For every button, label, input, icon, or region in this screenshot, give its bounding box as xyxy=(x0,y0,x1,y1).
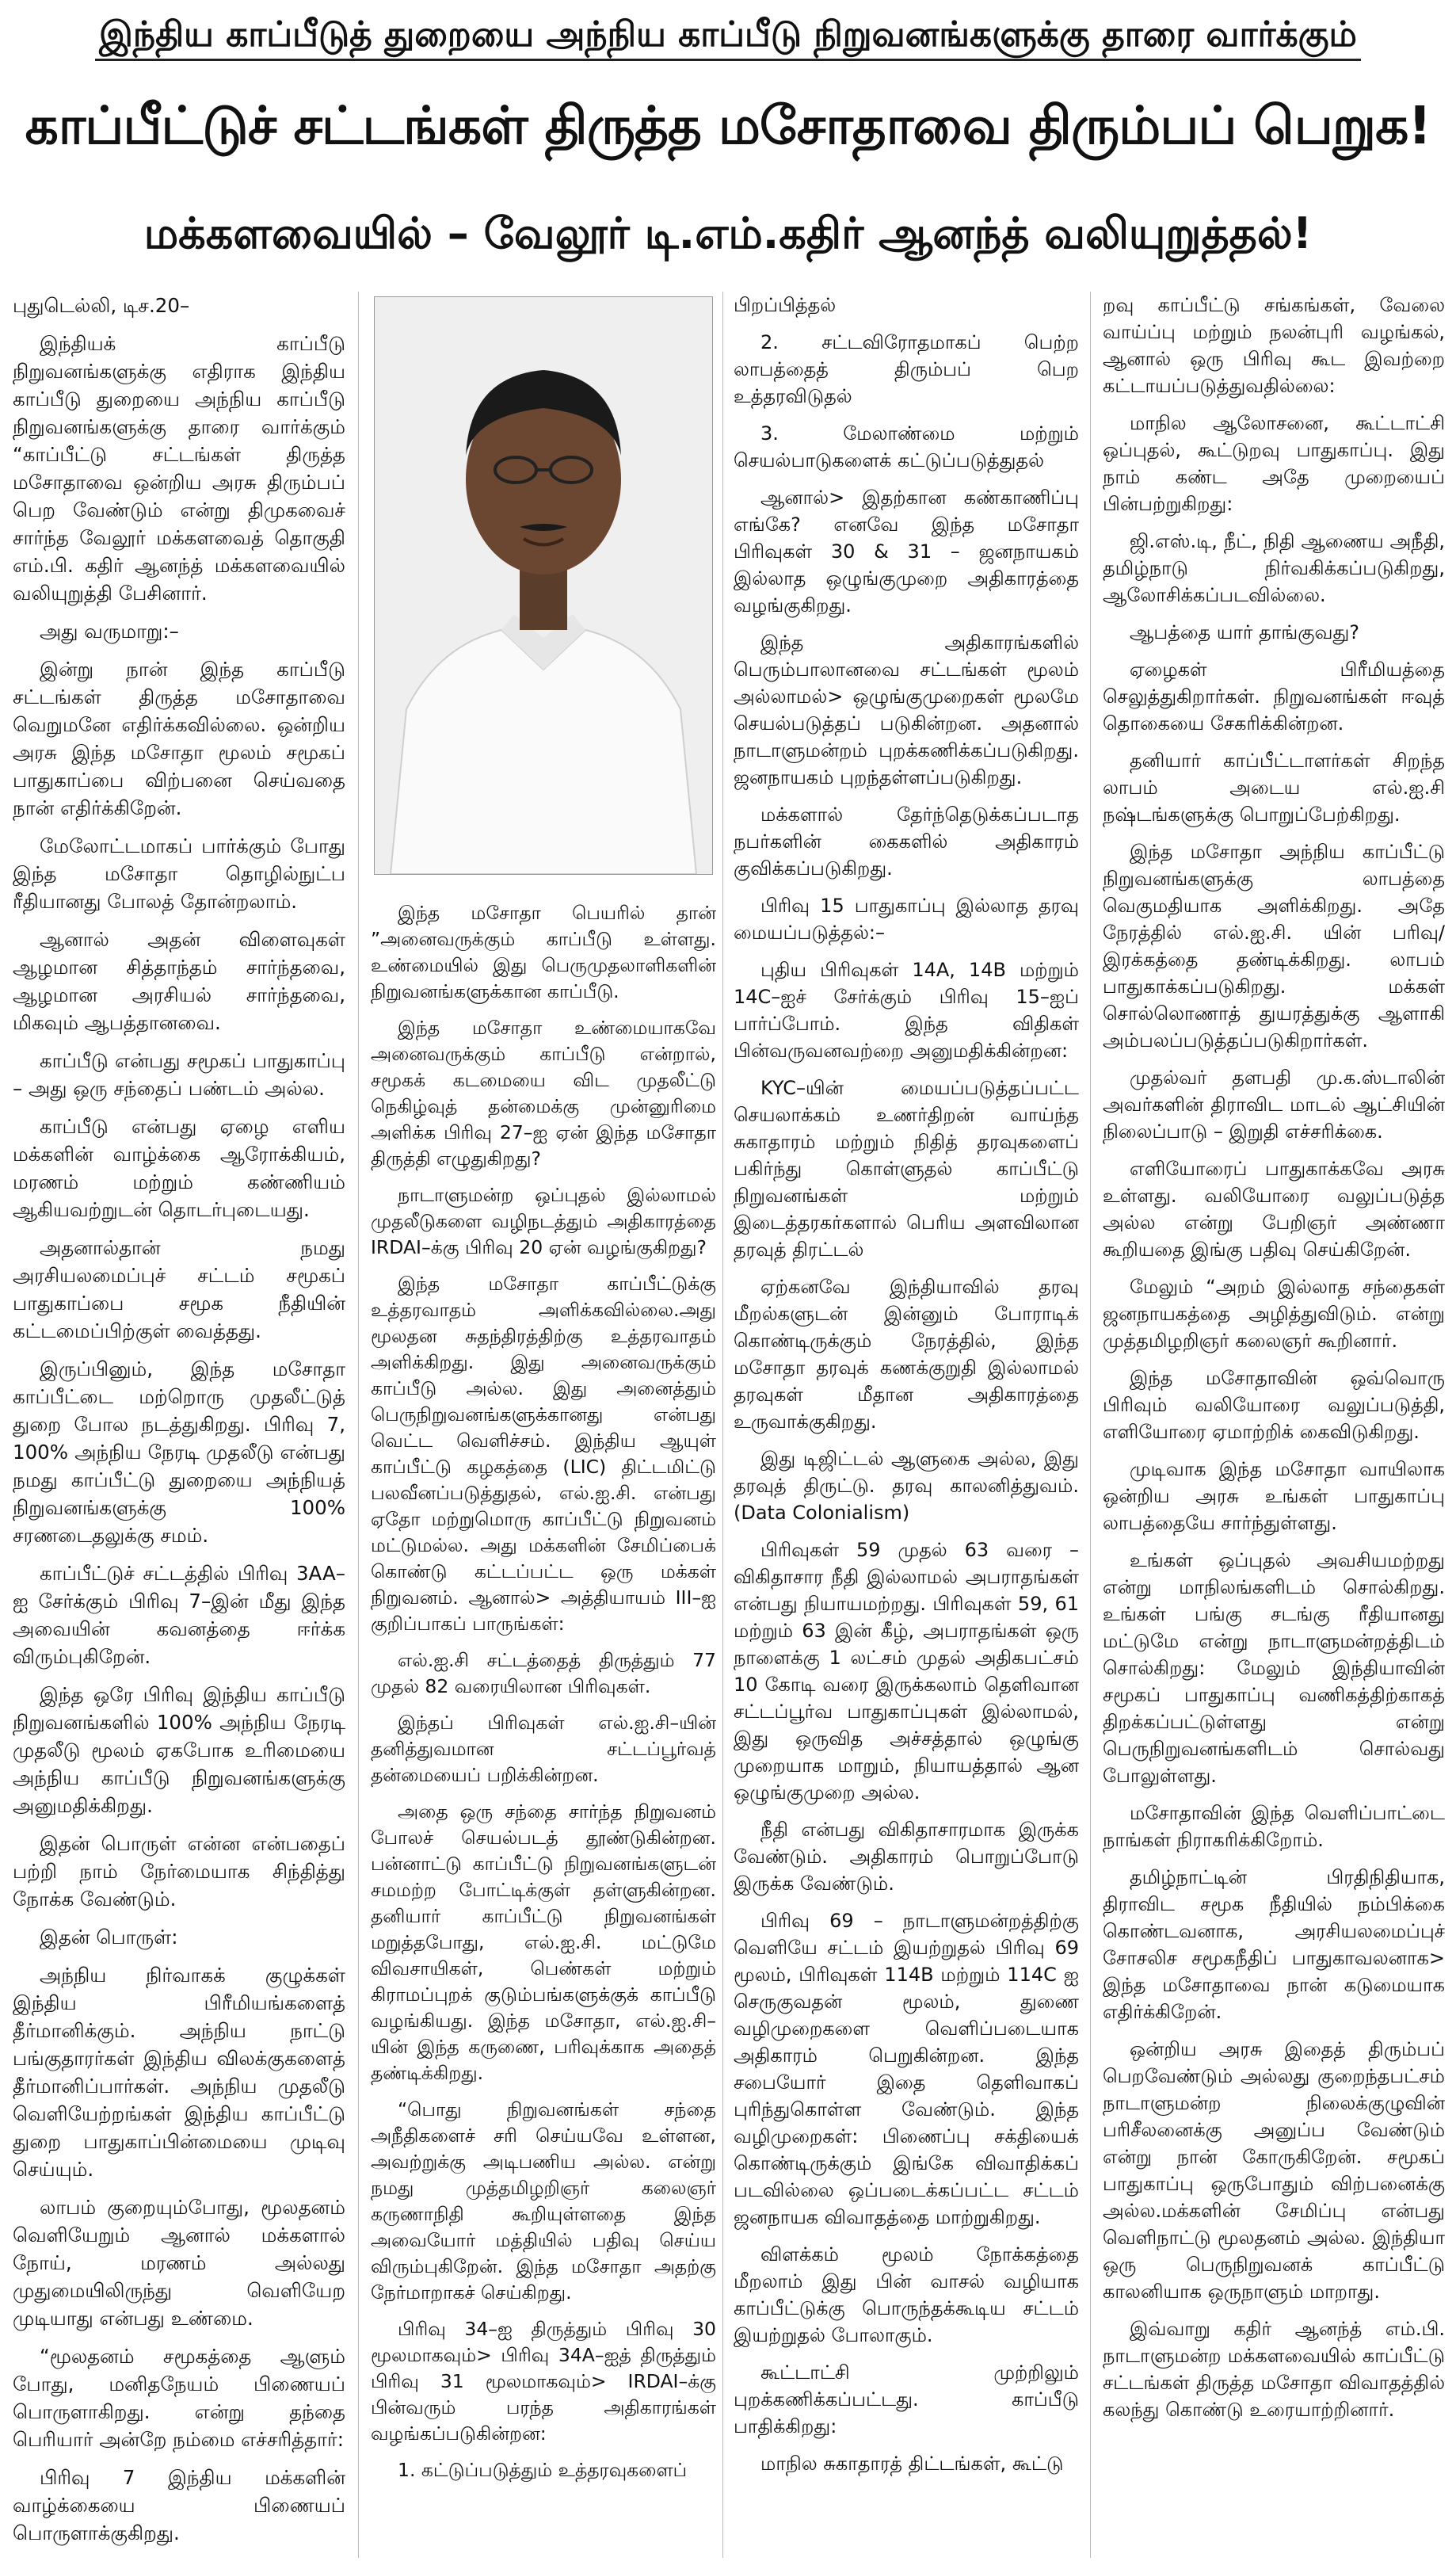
paragraph: ஏற்கனவே இந்தியாவில் தரவு மீறல்களுடன் இன்னும் போராடிக் கொண்டிருக்கும் நேரத்தில், இந்த மசோதா தரவுக் கணக்குறுதி இல்லாமல் தரவுகள் மீதான அதிகாரத்தை உருவாக்குகிறது. xyxy=(734,1276,1079,1433)
paragraph: புதிய பிரிவுகள் 14A, 14B மற்றும் 14C–ஐச் சேர்க்கும் பிரிவு 15–ஐப் பார்ப்போம். இந்த விதிகள் பின்வருவனவற்றை அனுமதிக்கின்றன: xyxy=(734,959,1079,1062)
column-rule xyxy=(1090,292,1091,2558)
paragraph: உங்கள் ஒப்புதல் அவசியமற்றது என்று மாநிலங்களிடம் சொல்கிறது. உங்கள் பங்கு சடங்கு ரீதியானது மட்டுமே என்று நாடாளுமன்றத்திடம் சொல்கிறது: மேலும் இந்தியாவின் சமூகப் பாதுகாப்பு வணிகத்திற்காகத் திறக்கப்பட்டுள்ளது என்று பெருநிறுவனங்களிடம் சொல்வது போலுள்ளது. xyxy=(1103,1549,1445,1787)
paragraph: ஜி.எஸ்.டி, நீட், நிதி ஆணைய அநீதி, தமிழ்நாடு நிர்வகிக்கப்படுகிறது, ஆலோசிக்கப்படவில்லை. xyxy=(1103,530,1445,606)
paragraph: காப்பீடு என்பது சமூகப் பாதுகாப்பு – அது ஒரு சந்தைப் பண்டம் அல்ல. xyxy=(13,1049,345,1100)
paragraph: ஆனால்> இதற்கான கண்காணிப்பு எங்கே? எனவே இந்த மசோதா பிரிவுகள் 30 & 31 – ஜனநாயகம் இல்லாத ஒழுங்குமுறை அதிகாரத்தை வழங்குகிறது. xyxy=(734,487,1079,616)
paragraph: ஏழைகள் பிரீமியத்தை செலுத்துகிறார்கள். நிறுவனங்கள் ஈவுத் தொகையை சேகரிக்கின்றன. xyxy=(1103,658,1445,735)
paragraph: காப்பீடு என்பது ஏழை எளிய மக்களின் வாழ்க்கை ஆரோக்கியம், மரணம் மற்றும் கண்ணியம் ஆகியவற்றுடன் தொடர்புடையது. xyxy=(13,1115,345,1221)
paragraph: KYC–யின் மையப்படுத்தப்பட்ட செயலாக்கம் உணர்திறன் வாய்ந்த சுகாதாரம் மற்றும் நிதித் தரவுகளைப் பகிர்ந்து கொள்ளுதல் காப்பீட்டு நிறுவனங்கள் மற்றும் இடைத்தரகர்களால் பெரிய அளவிலான தரவுத் திரட்டல் xyxy=(734,1077,1079,1261)
paragraph: மேலோட்டமாகப் பார்க்கும் போது இந்த மசோதா தொழில்நுட்ப ரீதியானது போலத் தோன்றலாம். xyxy=(13,834,345,913)
subheadline: மக்களவையில் – வேலூர் டி.எம்.கதிர் ஆனந்த் வலியுறுத்தல்! xyxy=(143,208,1313,258)
paragraph: 2. சட்டவிரோதமாகப் பெற்ற லாபத்தைத் திரும்பப் பெற உத்தரவிடுதல் xyxy=(734,331,1079,407)
paragraph: இந்தியக் காப்பீடு நிறுவனங்களுக்கு எதிராக இந்திய காப்பீடு துறையை அந்நிய காப்பீடு நிறுவனங்களுக்கு தாரை வார்க்கும் “காப்பீட்டு சட்டங்கள் திருத்த மசோதாவை ஒன்றிய அரசு திரும்பப் பெற வேண்டும் என்று திமுகவைச் சார்ந்த வேலூர் மக்களவைத் தொகுதி எம்.பி. கதிர் ஆனந்த் மக்களவையில் வலியுறுத்தி பேசினார். xyxy=(13,332,345,605)
paragraph: நாடாளுமன்ற ஒப்புதல் இல்லாமல் முதலீடுகளை வழிநடத்தும் அதிகாரத்தை IRDAI–க்கு பிரிவு 20 ஏன் வழங்குகிறது? xyxy=(371,1184,716,1258)
paragraph: நீதி என்பது விகிதாசாரமாக இருக்க வேண்டும். அதிகாரம் பொறுப்போடு இருக்க வேண்டும். xyxy=(734,1819,1079,1895)
paragraph: கூட்டாட்சி முற்றிலும் புறக்கணிக்கப்பட்டது. காப்பீடு பாதிக்கிறது: xyxy=(734,2361,1079,2437)
paragraph: இவ்வாறு கதிர் ஆனந்த் எம்.பி. நாடாளுமன்ற மக்களவையில் காப்பீட்டு சட்டங்கள் திருத்த மசோதா விவாதத்தில் கலந்து கொண்டு உரையாற்றினார். xyxy=(1103,2318,1445,2421)
paragraph: இந்த மசோதா அந்நிய காப்பீட்டு நிறுவனங்களுக்கு லாபத்தை வெகுமதியாக அளிக்கிறது. அதே நேரத்தில் எல்.ஐ.சி. யின் பரிவு/ இரக்கத்தை தண்டிக்கிறது. லாபம் பாதுகாக்கப்படுகிறது. மக்கள் சொல்லொணாத் துயரத்துக்கு ஆளாகி அம்பலப்படுத்தப்படுகிறார்கள். xyxy=(1103,841,1445,1052)
paragraph: தனியார் காப்பீட்டாளர்கள் சிறந்த லாபம் அடைய எல்.ஐ.சி நஷ்டங்களுக்கு பொறுப்பேற்கிறது. xyxy=(1103,750,1445,826)
paragraph: “மூலதனம் சமூகத்தை ஆளும் போது, மனிதநேயம் பிணையப் பொருளாகிறது. என்று தந்தை பெரியார் அன்றே நம்மை எச்சரித்தார்: xyxy=(13,2345,345,2451)
dateline: புதுடெல்லி, டிச.20– xyxy=(13,294,190,317)
paragraph: இருப்பினும், இந்த மசோதா காப்பீட்டை மற்றொரு முதலீட்டுத் துறை போல நடத்துகிறது. பிரிவு 7, 100% அந்நிய நேரடி முதலீடு என்பது நமது காப்பீட்டு துறையை அந்நியத் நிறுவனங்களுக்கு 100% சரணடைதலுக்கு சமம். xyxy=(13,1357,345,1547)
paragraph: இந்த மசோதாவின் ஒவ்வொரு பிரிவும் வலியோரை வலுப்படுத்தி, எளியோரை ஏமாற்றிக் கைவிடுகிறது. xyxy=(1103,1367,1445,1443)
paragraph: விளக்கம் மூலம் நோக்கத்தை மீறலாம் இது பின் வாசல் வழியாக காப்பீட்டுக்கு பொருந்தக்கூடிய சட்டம் இயற்றுதல் போலாகும். xyxy=(734,2243,1079,2346)
paragraph: ஆனால் அதன் விளைவுகள் ஆழமான சித்தாந்தம் சார்ந்தவை, ஆழமான அரசியல் சார்ந்தவை, மிகவும் ஆபத்தானவை. xyxy=(13,928,345,1034)
paragraph: முதல்வர் தளபதி மு.க.ஸ்டாலின் அவர்களின் திராவிட மாடல் ஆட்சியின் நிலைப்பாடு – இறுதி எச்சரிக்கை. xyxy=(1103,1067,1445,1143)
paragraph: பிரிவு 34–ஐ திருத்தும் பிரிவு 30 மூலமாகவும்> பிரிவு 34A–ஐத் திருத்தும் பிரிவு 31 மூலமாகவும்> IRDAI–க்கு பின்வரும் பரந்த அதிகாரங்கள் வழங்கப்படுகின்றன: xyxy=(371,2318,716,2445)
paragraph: றவு காப்பீட்டு சங்கங்கள், வேலை வாய்ப்பு மற்றும் நலன்புரி வழங்கல், ஆனால் ஒரு பிரிவு கூட இவற்றை கட்டாயப்படுத்துவதில்லை: xyxy=(1103,294,1445,397)
paragraph: இந்தப் பிரிவுகள் எல்.ஐ.சி–யின் தனித்துவமான சட்டப்பூர்வத் தன்மையைப் பறிக்கின்றன. xyxy=(371,1712,716,1786)
paragraph: பிரிவுகள் 59 முதல் 63 வரை – விகிதாசார நீதி இல்லாமல் அபராதங்கள் என்பது நியாயமற்றது. பிரிவுகள் 59, 61 மற்றும் 63 இன் கீழ், அபராதங்கள் ஒரு நாளைக்கு 1 லட்சம் முதல் அதிகபட்சம் 10 கோடி வரை இருக்கலாம் தெளிவான சட்டப்பூர்வ பாதுகாப்புகள் இல்லாமல், இது ஒருவித அச்சத்தால் ஒழுங்கு முறையாக மாறும், நியாயத்தால் ஆன ஒழுங்குமுறை அல்ல. xyxy=(734,1539,1079,1804)
paragraph: ஒன்றிய அரசு இதைத் திரும்பப் பெறவேண்டும் அல்லது குறைந்தபட்சம் நாடாளுமன்ற நிலைக்குழுவின் பரிசீலனைக்கு அனுப்ப வேண்டும் என்று நான் கோருகிறேன். சமூகப் பாதுகாப்பு ஒருபோதும் விற்பனைக்கு அல்ல.மக்களின் சேமிப்பு என்பது வெளிநாட்டு மூலதனம் அல்ல. இந்தியா ஒரு பெருநிறுவனக் காப்பீட்டு காலனியாக ஒருநாளும் மாறாது. xyxy=(1103,2038,1445,2303)
paragraph: அது வருமாறு:– xyxy=(40,620,179,643)
kicker-line: இந்திய காப்பீடுத் துறையை அந்நிய காப்பீடு நிறுவனங்களுக்கு தாரை வார்க்கும் xyxy=(95,11,1361,61)
paragraph: தமிழ்நாட்டின் பிரதிநிதியாக, திராவிட சமூக நீதியில் நம்பிக்கை கொண்டவனாக, அரசியலமைப்புச் சோசலிச சமூகநீதிப் பாதுகாவலனாக> இந்த மசோதாவை நான் கடுமையாக எதிர்க்கிறேன். xyxy=(1103,1866,1445,2023)
paragraph: மசோதாவின் இந்த வெளிப்பாட்டை நாங்கள் நிராகரிக்கிறோம். xyxy=(1103,1802,1445,1851)
article-column-1 xyxy=(13,292,345,2557)
paragraph: முடிவாக இந்த மசோதா வாயிலாக ஒன்றிய அரசு உங்கள் பாதுகாப்பு லாபத்தையே சார்ந்துள்ளது. xyxy=(1103,1458,1445,1534)
paragraph: இதன் பொருள் என்ன என்பதைப் பற்றி நாம் நேர்மையாக சிந்தித்து நோக்க வேண்டும். xyxy=(13,1832,345,1911)
paragraph: மாநில ஆலோசனை, கூட்டாட்சி ஒப்புதல், கூட்டுறவு பாதுகாப்பு. இது நாம் கண்ட அதே முறையைப் பின்பற்றுகிறது: xyxy=(1103,412,1445,515)
paragraph: பிரிவு 15 பாதுகாப்பு இல்லாத தரவு மையப்படுத்தல்:– xyxy=(734,895,1079,944)
paragraph: அந்நிய நிர்வாகக் குழுக்கள் இந்திய பிரீமியங்களைத் தீர்மானிக்கும். அந்நிய நாட்டு பங்குதாரர்கள் இந்திய விலக்குகளைத் தீர்மானிப்பார்கள். அந்நிய முதலீடு வெளியேற்றங்கள் இந்திய காப்பீட்டு துறை பாதுகாப்பின்மையை முடிவு செய்யும். xyxy=(13,1964,345,2181)
column-rule xyxy=(722,292,723,2558)
paragraph: இந்த மசோதா காப்பீட்டுக்கு உத்தரவாதம் அளிக்கவில்லை.அது மூலதன சுதந்திரத்திற்கு உத்தரவாதம் அளிக்கிறது. இது அனைவருக்கும் காப்பீடு அல்ல. இது அனைத்தும் பெருநிறுவனங்களுக்கானது என்பது வெட்ட வெளிச்சம். இந்திய ஆயுள் காப்பீட்டு கழகத்தை (LIC) திட்டமிட்டு பலவீனப்படுத்துதல், எல்.ஐ.சி. என்பது ஏதோ மற்றுமொரு காப்பீட்டு நிறுவனம் மட்டுமல்ல. அது மக்களின் சேமிப்பைக் கொண்டு கட்டப்பட்ட ஒரு மக்கள் நிறுவனம். ஆனால்> அத்தியாயம் III–ஐ குறிப்பாகப் பாருங்கள்: xyxy=(371,1273,716,1635)
paragraph: இந்த மசோதா உண்மையாகவே அனைவருக்கும் காப்பீடு என்றால், சமூகக் கடமையை விட முதலீட்டு நெகிழ்வுத் தன்மைக்கு முன்னுரிமை அளிக்க பிரிவு 27–ஐ ஏன் இந்த மசோதா திருத்தி எழுதுகிறது? xyxy=(371,1017,716,1170)
paragraph: எளியோரைப் பாதுகாக்கவே அரசு உள்ளது. வலியோரை வலுப்படுத்த அல்ல என்று பேறிஞர் அண்ணா கூறியதை இங்கு பதிவு செய்கிறேன். xyxy=(1103,1158,1445,1261)
article-column-2 xyxy=(371,900,716,2494)
paragraph: இந்த ஒரே பிரிவு இந்திய காப்பீடு நிறுவனங்களில் 100% அந்நிய நேரடி முதலீடு மூலம் ஏகபோக உரிமையை அந்நிய காப்பீடு நிறுவனங்களுக்கு அனுமதிக்கிறது. xyxy=(13,1683,345,1817)
paragraph: மாநில சுகாதாரத் திட்டங்கள், கூட்டு xyxy=(760,2453,1064,2475)
paragraph: இன்று நான் இந்த காப்பீடு சட்டங்கள் திருத்த மசோதாவை வெறுமனே எதிர்க்கவில்லை. ஒன்றிய அரசு இந்த மசோதா மூலம் சமூகப் பாதுகாப்பை விற்பனை செய்வதை நான் எதிர்க்கிறேன். xyxy=(13,658,345,819)
paragraph: ஆபத்தை யார் தாங்குவது? xyxy=(1130,621,1360,643)
paragraph: அதை ஒரு சந்தை சார்ந்த நிறுவனம் போலச் செயல்படத் தூண்டுகின்றன. பன்னாட்டு காப்பீட்டு நிறுவனங்களுடன் சமமற்ற போட்டிக்குள் தள்ளுகின்றன. தனியார் காப்பீட்டு நிறுவனங்கள் மறுத்தபோது, எல்.ஐ.சி. மட்டுமே விவசாயிகள், பெண்கள் மற்றும் கிராமப்புறக் குடும்பங்களுக்குக் காப்பீடு வழங்கியது. இந்த மசோதா, எல்.ஐ.சி–யின் இந்த கருணை, பரிவுக்காக அதைத் தண்டிக்கிறது. xyxy=(371,1800,716,2084)
paragraph: லாபம் குறையும்போது, மூலதனம் வெளியேறும் ஆனால் மக்களால் நோய், மரணம் அல்லது முதுமையிலிருந்து வெளியேற முடியாது என்பது உண்மை. xyxy=(13,2196,345,2330)
paragraph: மக்களால் தேர்ந்தெடுக்கப்படாத நபர்களின் கைகளில் அதிகாரம் குவிக்கப்படுகிறது. xyxy=(734,804,1079,880)
column-rule xyxy=(358,292,359,2558)
headline: காப்பீட்டுச் சட்டங்கள் திருத்த மசோதாவை திரும்பப் பெறுக! xyxy=(25,95,1431,156)
paragraph: 1. கட்டுப்படுத்தும் உத்தரவுகளைப் xyxy=(398,2459,688,2481)
mp-portrait-photo xyxy=(374,296,713,875)
paragraph: காப்பீட்டுச் சட்டத்தில் பிரிவு 3AA–ஐ சேர்க்கும் பிரிவு 7–இன் மீது இந்த அவையின் கவனத்தை ஈர்க்க விரும்புகிறேன். xyxy=(13,1562,345,1668)
paragraph: பிரிவு 69 – நாடாளுமன்றத்திற்கு வெளியே சட்டம் இயற்றுதல் பிரிவு 69 மூலம், பிரிவுகள் 114B மற்றும் 114C ஐ செருகுவதன் மூலம், துணை வழிமுறைகளை வெளிப்படையாக அதிகாரம் பெறுகின்றன. இந்த சபையோர் இதை தெளிவாகப் புரிந்துகொள்ள வேண்டும். இந்த வழிமுறைகள்: பிணைப்பு சக்தியைக் கொண்டிருக்கும் இங்கே விவாதிக்கப் படவில்லை ஒப்படைக்கப்பட்ட சட்டம் ஜனநாயக விவாதத்தை மாற்றுகிறது. xyxy=(734,1910,1079,2228)
paragraph: இதன் பொருள்: xyxy=(40,1926,178,1949)
paragraph: மேலும் “அறம் இல்லாத சந்தைகள் ஜனநாயகத்தை அழித்துவிடும். என்று முத்தமிழறிஞர் கலைஞர் கூறினார். xyxy=(1103,1276,1445,1352)
paragraph: 3. மேலாண்மை மற்றும் செயல்பாடுகளைக் கட்டுப்படுத்துதல் xyxy=(734,422,1079,471)
article-column-3 xyxy=(734,292,1079,2487)
paragraph: பிரிவு 7 இந்திய மக்களின் வாழ்க்கையை பிணையப் பொருளாக்குகிறது. xyxy=(13,2466,345,2544)
paragraph: இந்த மசோதா பெயரில் தான் ”அனைவருக்கும் காப்பீடு உள்ளது. உண்மையில் இது பெருமுதலாளிகளின் நிறுவனங்களுக்கான காப்பீடு. xyxy=(371,902,716,1002)
paragraph: “பொது நிறுவனங்கள் சந்தை அநீதிகளைச் சரி செய்யவே உள்ளன, அவற்றுக்கு அடிபணிய அல்ல. என்று நமது முத்தமிழறிஞர் கலைஞர் கருணாநிதி கூறியுள்ளதை இந்த அவையோர் மத்தியில் பதிவு செய்ய விரும்புகிறேன். இந்த மசோதா அதற்கு நேர்மாறாகச் செய்கிறது. xyxy=(371,2098,716,2304)
paragraph: பிறப்பித்தல் xyxy=(734,294,837,316)
paragraph: இந்த அதிகாரங்களில் பெரும்பாலானவை சட்டங்கள் மூலம் அல்லாமல்> ஒழுங்குமுறைகள் மூலமே செயல்படுத்தப் படுகின்றன. அதனால் நாடாளுமன்றம் புறக்கணிக்கப்படுகிறது. ஜனநாயகம் புறந்தள்ளப்படுகிறது. xyxy=(734,632,1079,788)
paragraph: எல்.ஐ.சி சட்டத்தைத் திருத்தும் 77 முதல் 82 வரையிலான பிரிவுகள். xyxy=(371,1649,716,1697)
portrait-illustration xyxy=(375,297,712,874)
paragraph: இது டிஜிட்டல் ஆளுகை அல்ல, இது தரவுத் திருட்டு. தரவு காலனித்துவம். (Data Colonialism) xyxy=(734,1448,1079,1524)
article-column-4 xyxy=(1103,292,1445,2433)
paragraph: அதனால்தான் நமது அரசியலமைப்புச் சட்டம் சமூகப் பாதுகாப்பை சமூக நீதியின் கட்டமைப்பிற்குள் வைத்தது. xyxy=(13,1236,345,1342)
